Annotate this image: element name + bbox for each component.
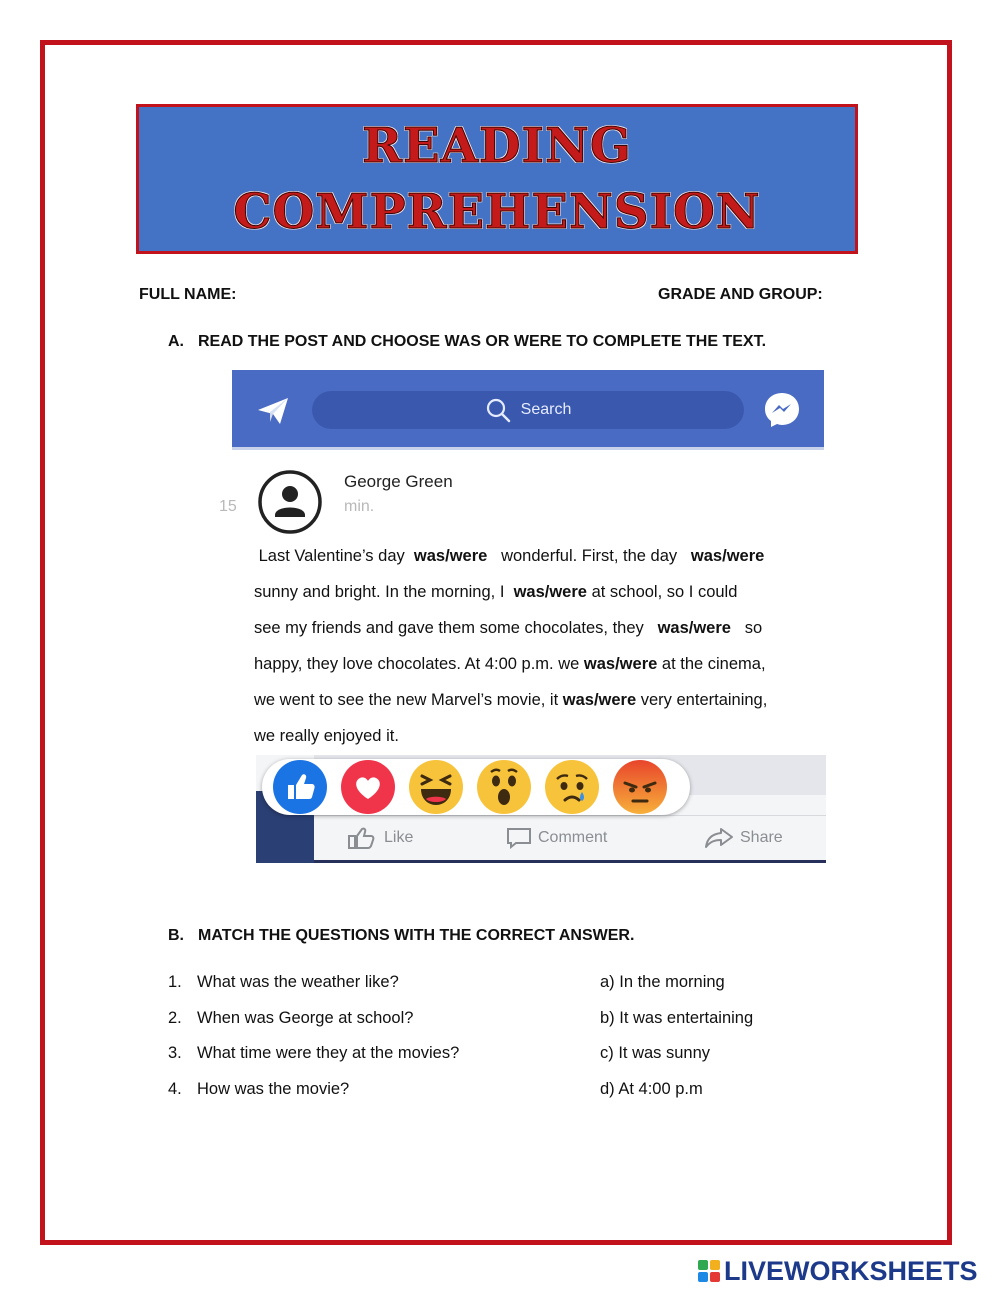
like-reaction-icon[interactable] — [272, 759, 328, 815]
like-button[interactable] — [348, 827, 413, 849]
post-segment: we really enjoyed it. — [254, 727, 399, 745]
post-segment: see my friends and gave them some chocolates, they — [254, 619, 644, 637]
search-input[interactable] — [312, 391, 744, 429]
thumbs-up-icon — [348, 827, 378, 849]
question-number: 1. — [168, 973, 182, 991]
banner-title-line1: READING — [362, 118, 632, 174]
question-number: 4. — [168, 1080, 182, 1098]
post-line-3 — [254, 610, 854, 646]
post-segment: at school, so I could — [591, 583, 738, 601]
answer-a[interactable]: a) In the morning — [600, 973, 725, 991]
question-number: 2. — [168, 1009, 182, 1027]
comment-button[interactable] — [506, 827, 607, 849]
logo-blocks-icon — [698, 1260, 720, 1282]
send-icon[interactable] — [256, 396, 290, 426]
messenger-icon[interactable] — [763, 391, 801, 429]
question-number: 3. — [168, 1044, 182, 1062]
logo-text: LIVEWORKSHEETS — [724, 1255, 978, 1286]
section-b-heading — [168, 927, 634, 945]
question-2[interactable] — [168, 1009, 413, 1028]
question-4[interactable] — [168, 1080, 349, 1099]
reaction-picker — [262, 759, 690, 815]
post-author[interactable]: George Green — [344, 472, 453, 491]
search-placeholder: Search — [520, 401, 572, 418]
section-b-number: B. — [168, 927, 184, 944]
post-line-6 — [254, 718, 854, 754]
question-text: How was the movie? — [197, 1080, 350, 1098]
answer-d[interactable]: d) At 4:00 p.m — [600, 1080, 703, 1098]
question-3[interactable] — [168, 1044, 459, 1063]
was-were-choice[interactable]: was/were — [413, 547, 488, 565]
post-line-2 — [254, 574, 854, 610]
post-segment: so — [744, 619, 763, 637]
post-line-5 — [254, 682, 854, 718]
section-a-heading — [168, 333, 766, 351]
question-text: What time were they at the movies? — [197, 1044, 460, 1062]
share-icon — [704, 827, 734, 849]
section-a-instruction: READ THE POST AND CHOOSE WAS OR WERE TO COMPLETE THE TEXT. — [198, 333, 767, 350]
like-label: Like — [384, 829, 414, 846]
full-name-label: FULL NAME: — [139, 286, 237, 303]
was-were-choice[interactable]: was/were — [657, 619, 731, 637]
sad-reaction-icon[interactable] — [544, 759, 600, 815]
section-a-number: A. — [168, 333, 184, 350]
reactions-panel — [256, 755, 826, 863]
question-text: What was the weather like? — [197, 973, 399, 991]
comment-icon — [506, 827, 532, 849]
section-b-instruction: MATCH THE QUESTIONS WITH THE CORRECT ANSWER. — [198, 927, 635, 944]
post-actions — [314, 823, 826, 853]
answer-c[interactable]: c) It was sunny — [600, 1044, 711, 1062]
post-text — [254, 538, 854, 754]
love-reaction-icon[interactable] — [340, 759, 396, 815]
grade-group-label: GRADE AND GROUP: — [658, 286, 823, 303]
post-time-unit: min. — [344, 498, 375, 515]
post-line-4 — [254, 646, 854, 682]
was-were-choice[interactable]: was/were — [690, 547, 765, 565]
reactions-divider — [314, 815, 826, 816]
post-segment: Last Valentine’s day — [258, 547, 405, 565]
post-segment: happy, they love chocolates. At 4:00 p.m. we — [254, 655, 580, 673]
title-banner — [136, 104, 858, 254]
banner-title-line2: COMPREHENSION — [233, 184, 761, 240]
question-1[interactable] — [168, 973, 399, 992]
post-segment: at the cinema, — [661, 655, 766, 673]
post-segment: sunny and bright. In the morning, I — [254, 583, 505, 601]
angry-reaction-icon[interactable] — [612, 759, 668, 815]
question-text: When was George at school? — [197, 1009, 414, 1027]
reactions-bottom-line — [314, 860, 826, 863]
wow-reaction-icon[interactable] — [476, 759, 532, 815]
post-line-1 — [254, 538, 854, 574]
social-top-bar — [232, 370, 824, 450]
share-button[interactable] — [704, 827, 783, 849]
post-time-value: 15 — [219, 498, 237, 515]
post-segment: very entertaining, — [640, 691, 768, 709]
post-segment: we went to see the new Marvel’s movie, it — [254, 691, 559, 709]
search-icon — [485, 397, 511, 423]
was-were-choice[interactable]: was/were — [583, 655, 658, 673]
comment-label: Comment — [538, 829, 608, 846]
post-segment: wonderful. First, the day — [501, 547, 678, 565]
liveworksheets-logo[interactable] — [698, 1257, 978, 1285]
share-label: Share — [740, 829, 783, 846]
was-were-choice[interactable]: was/were — [513, 583, 587, 601]
was-were-choice[interactable]: was/were — [562, 691, 637, 709]
answer-b[interactable]: b) It was entertaining — [600, 1009, 754, 1027]
haha-reaction-icon[interactable] — [408, 759, 464, 815]
avatar-icon[interactable] — [257, 469, 323, 535]
